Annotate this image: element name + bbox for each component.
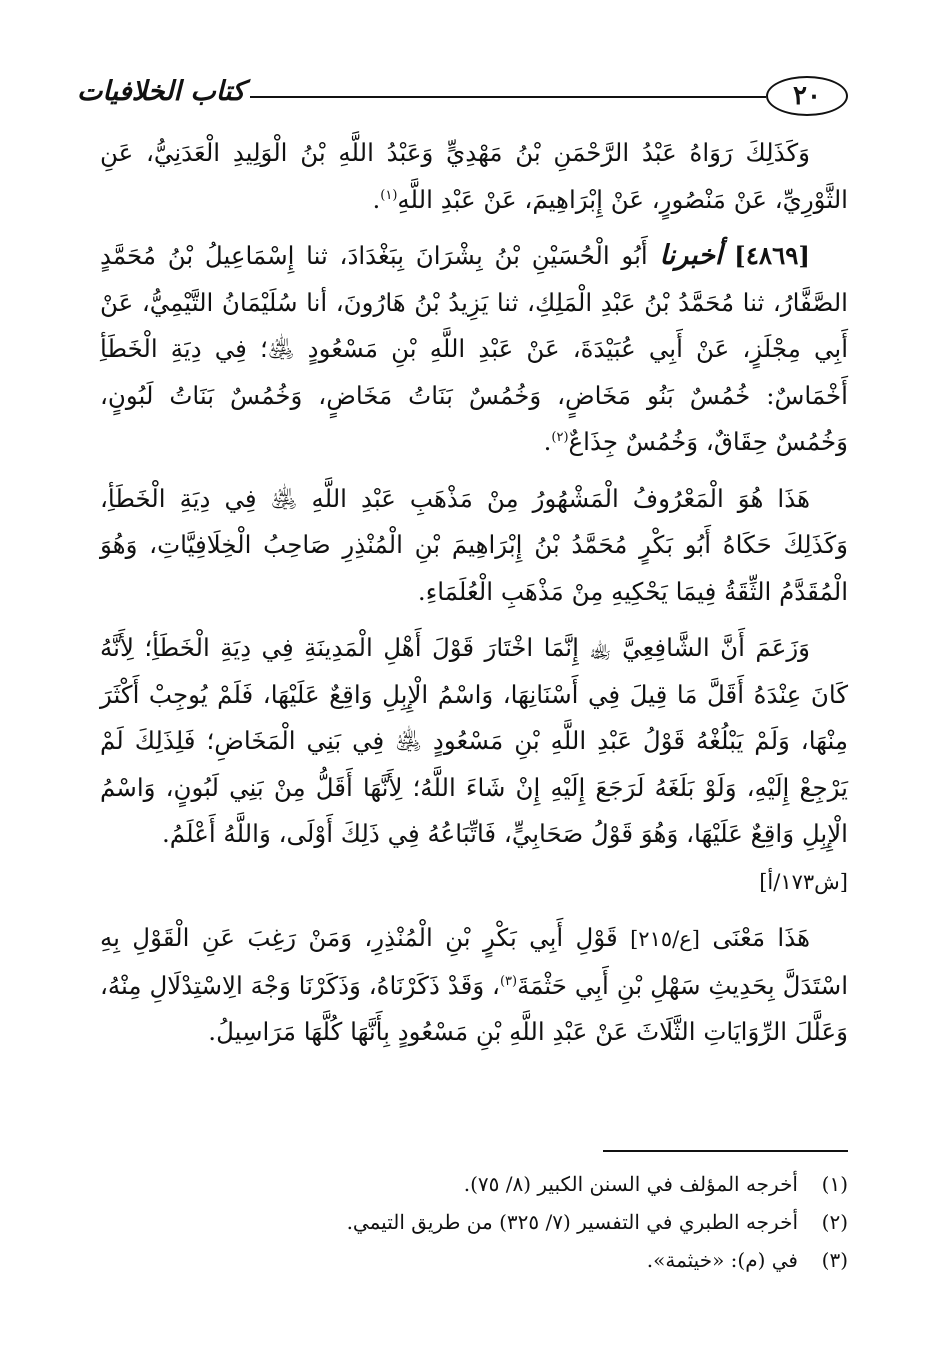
page-header (76, 72, 848, 122)
footnote-3 (100, 1241, 848, 1279)
footnote-2-text: أخرجه الطبري في التفسير (٧/ ٣٢٥) من طريق التيمي. (346, 1210, 798, 1234)
paragraph-2-end: . (543, 427, 552, 456)
footnote-2 (100, 1203, 848, 1241)
footnote-1-number: (١) (821, 1172, 848, 1196)
body-text (100, 130, 848, 1066)
akhbarana-label: أخبرنا (659, 240, 723, 271)
paragraph-5-text: قَوْلِ أَبِي بَكْرٍ بْنِ الْمُنْذِرِ، وَمَنْ رَغِبَ عَنِ الْقَوْلِ بِهِ اسْتَدَلَّ بِحَدِيثِ سَهْلِ بْنِ أَبِي حَثْمَةَ (100, 923, 848, 1000)
footnote-ref-2: (٢) (551, 429, 569, 445)
paragraph-1-text: وَكَذَلِكَ رَوَاهُ عَبْدُ الرَّحْمَنِ بْنُ مَهْدِيٍّ وَعَبْدُ اللَّهِ بْنُ الْوَلِيدِ الْعَدَنِيُّ، عَنِ الثَّوْرِيِّ، عَنْ مَنْصُورٍ، عَنْ إِبْرَاهِيمَ، عَنْ عَبْدِ اللَّهِ (100, 138, 848, 214)
paragraph-2-text: أَبُو الْحُسَيْنِ بْنُ بِشْرَانَ بِبَغْدَادَ، ثنا إِسْمَاعِيلُ بْنُ مُحَمَّدٍ الصَّفَّارُ، ثنا مُحَمَّدُ بْنُ عَبْدِ الْمَلِكِ، ثنا يَزِيدُ بْنُ هَارُونَ، أنا سُلَيْمَانُ التَّيْمِيُّ، عَنْ أَبِي مِجْلَزٍ، عَنْ أَبِي عُبَيْدَةَ، عَنْ عَبْدِ اللَّهِ بْنِ مَسْعُودٍ ﵁؛ فِي دِيَةِ الْخَطَأِ أَخْمَاسٌ: خُمُسٌ بَنُو مَخَاضٍ، وَخُمُسٌ بَنَاتُ مَخَاضٍ، وَخُمُسٌ بَنَاتُ لَبُونٍ، وَخُمُسٌ حِقَاقٌ، وَخُمُسٌ جِذَاعٌ (100, 241, 848, 456)
footnote-ref-3: (٣) (499, 973, 518, 989)
footnotes (100, 1165, 848, 1279)
paragraph-1 (100, 130, 848, 223)
paragraph-5-end: ، وَقَدْ ذَكَرْنَاهُ، وَذَكَرْنَا وَجْهَ الِاسْتِدْلَالِ مِنْهُ، وَعَلَّلَ الرِّوَايَاتِ الثَّلَاثَ عَنْ عَبْدِ اللَّهِ بْنِ مَسْعُودٍ بِأَنَّهَا كُلَّهَا مَرَاسِيلُ. (100, 970, 848, 1046)
paragraph-5 (100, 915, 848, 1056)
paragraph-5-start: هَذَا مَعْنَى (712, 923, 810, 952)
hadith-number: [٤٨٦٩] (734, 241, 810, 270)
footnote-1-text: أخرجه المؤلف في السنن الكبير (٨/ ٧٥). (463, 1172, 798, 1196)
paragraph-4 (100, 625, 848, 905)
header-rule (250, 96, 766, 98)
paragraph-3: هَذَا هُوَ الْمَعْرُوفُ الْمَشْهُورُ مِنْ مَذْهَبِ عَبْدِ اللَّهِ ﵁ فِي دِيَةِ الْخَطَأِ، وَكَذَلِكَ حَكَاهُ أَبُو بَكْرٍ مُحَمَّدُ بْنُ إِبْرَاهِيمَ بْنِ الْمُنْذِرِ صَاحِبُ الْخِلَافِيَّاتِ، وَهُوَ الْمُقَدَّمُ الثِّقَةُ فِيمَا يَحْكِيهِ مِنْ مَذْهَبِ الْعُلَمَاءِ. (100, 483, 848, 606)
paragraph-1-end: . (372, 184, 381, 214)
footnote-3-text: في (م): «خيثمة». (646, 1248, 798, 1272)
footnote-3-number: (٣) (821, 1248, 848, 1272)
paragraph-4-text: وَزَعَمَ أَنَّ الشَّافِعِيَّ ﵀ إِنَّمَا اخْتَارَ قَوْلَ أَهْلِ الْمَدِينَةِ فِي دِيَةِ الْخَطَأِ؛ لِأَنَّهُ كَانَ عِنْدَهُ أَقَلَّ مَا قِيلَ فِي أَسْنَانِهَا، وَاسْمُ الْإِبِلِ وَاقِعٌ عَلَيْهَا، فَلَمْ يُوجِبْ أَكْثَرَ مِنْهَا، وَلَمْ يَبْلُغْهُ قَوْلُ عَبْدِ اللَّهِ بْنِ مَسْعُودٍ ﵁ فِي بَنِي الْمَخَاضِ؛ فَلِذَلِكَ لَمْ يَرْجِعْ إِلَيْهِ، وَلَوْ بَلَغَهُ لَرَجَعَ إِلَيْهِ إِنْ شَاءَ اللَّهُ؛ لِأَنَّهَا أَقَلُّ مِنْ بَنِي لَبُونٍ، وَاسْمُ الْإِبِلِ وَاقِعٌ عَلَيْهَا، وَهُوَ قَوْلُ صَحَابِيٍّ، فَاتِّبَاعُهُ فِي ذَلِكَ أَوْلَى، وَاللَّهُ أَعْلَمُ. (100, 633, 848, 848)
manuscript-tag-sh: [ش١٧٣/أ] (759, 869, 848, 894)
footnote-ref-1: (١) (380, 187, 398, 203)
manuscript-tag-ain: [ع/٢١٥] (630, 927, 700, 951)
footnote-rule (603, 1150, 848, 1152)
footnote-2-number: (٢) (821, 1210, 848, 1234)
page-number: ٢٠ (766, 76, 848, 116)
paragraph-2 (100, 233, 848, 466)
book-title: كتاب الخلافيات (76, 76, 245, 107)
footnote-1 (100, 1165, 848, 1203)
